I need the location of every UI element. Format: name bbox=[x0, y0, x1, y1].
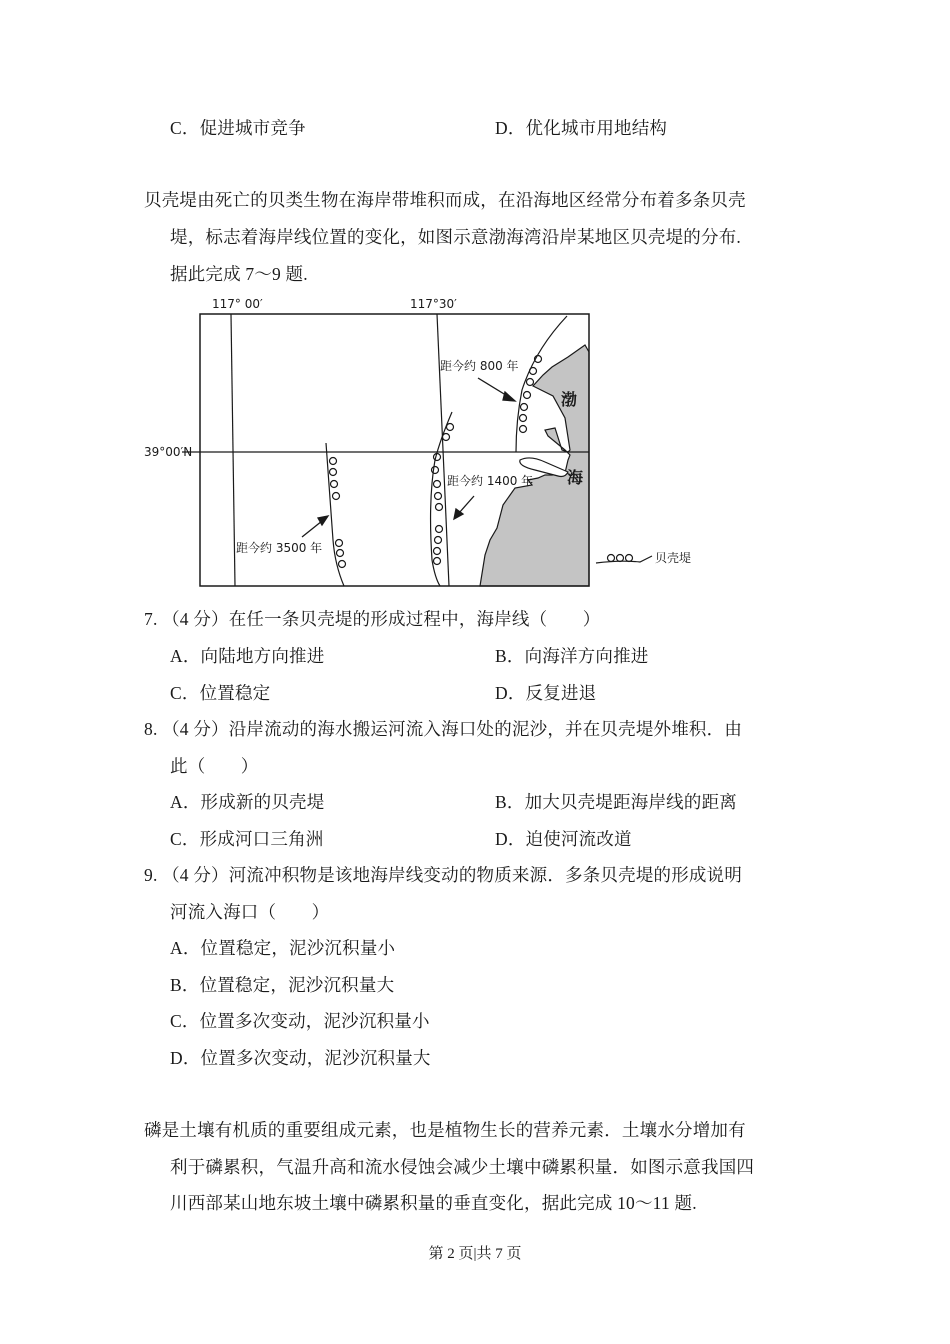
intro-10-11-line-1: 磷是土壤有机质的重要组成元素，也是植物生长的营养元素．土壤水分增加有 bbox=[144, 1120, 746, 1140]
lat-label-39-00: 39°00′N bbox=[144, 445, 193, 459]
sea-label-bo: 渤 bbox=[561, 390, 578, 409]
page-footer: 第 2 页|共 7 页 bbox=[428, 1246, 522, 1262]
dike-label-3500: 距今约 3500 年 bbox=[236, 541, 323, 555]
intro-10-11-line-3: 川西部某山地东坡土壤中磷累积量的垂直变化，据此完成 10～11 题. bbox=[170, 1193, 697, 1213]
prev-question-option-d: D．优化城市用地结构 bbox=[495, 118, 668, 138]
question-8-stem-line-2: 此（ ） bbox=[170, 756, 259, 776]
question-7-stem: 7. （4 分）在任一条贝壳堤的形成过程中，海岸线（ ） bbox=[144, 609, 601, 629]
question-7-option-b: B．向海洋方向推进 bbox=[495, 646, 649, 666]
intro-10-11-line-2: 利于磷累积，气温升高和流水侵蚀会减少土壤中磷累积量．如图示意我国四 bbox=[170, 1157, 755, 1177]
dike-800-shells bbox=[520, 356, 542, 433]
question-8-option-d: D．迫使河流改道 bbox=[495, 829, 632, 849]
prev-question-option-c: C．促进城市竞争 bbox=[170, 118, 306, 138]
dike-label-800: 距今约 800 年 bbox=[440, 359, 519, 373]
question-9-option-c: C．位置多次变动，泥沙沉积量小 bbox=[170, 1011, 430, 1031]
dike-label-1400: 距今约 1400 年 bbox=[447, 474, 534, 488]
question-9-stem-line-2: 河流入海口（ ） bbox=[170, 902, 330, 922]
question-8-stem-line-1: 8. （4 分）沿岸流动的海水搬运河流入海口处的泥沙，并在贝壳堤外堆积．由 bbox=[144, 719, 743, 739]
lon-label-117-00: 117° 00′ bbox=[212, 297, 263, 311]
legend-dike-line bbox=[596, 556, 652, 563]
question-7-option-c: C．位置稳定 bbox=[170, 683, 271, 703]
question-7-option-d: D．反复进退 bbox=[495, 683, 597, 703]
sea-label-hai: 海 bbox=[567, 468, 584, 487]
question-9-option-a: A．位置稳定，泥沙沉积量小 bbox=[170, 938, 396, 958]
dike-3500-shells bbox=[330, 458, 346, 568]
question-8-option-c: C．形成河口三角洲 bbox=[170, 829, 324, 849]
question-9-option-d: D．位置多次变动，泥沙沉积量大 bbox=[170, 1048, 431, 1068]
intro-7-9-line-1: 贝壳堤由死亡的贝类生物在海岸带堆积而成，在沿海地区经常分布着多条贝壳 bbox=[144, 190, 746, 210]
intro-7-9-line-2: 堤，标志着海岸线位置的变化，如图示意渤海湾沿岸某地区贝壳堤的分布. bbox=[170, 227, 741, 247]
lon-label-117-30: 117°30′ bbox=[410, 297, 457, 311]
question-8-option-b: B．加大贝壳堤距海岸线的距离 bbox=[495, 792, 737, 812]
shell-dike-map bbox=[140, 290, 720, 600]
question-7-option-a: A．向陆地方向推进 bbox=[170, 646, 325, 666]
question-9-stem-line-1: 9. （4 分）河流冲积物是该地海岸线变动的物质来源．多条贝壳堤的形成说明 bbox=[144, 865, 743, 885]
question-8-option-a: A．形成新的贝壳堤 bbox=[170, 792, 325, 812]
legend-label: 贝壳堤 bbox=[655, 551, 692, 565]
question-9-option-b: B．位置稳定，泥沙沉积量大 bbox=[170, 975, 395, 995]
intro-7-9-line-3: 据此完成 7～9 题. bbox=[170, 264, 308, 284]
